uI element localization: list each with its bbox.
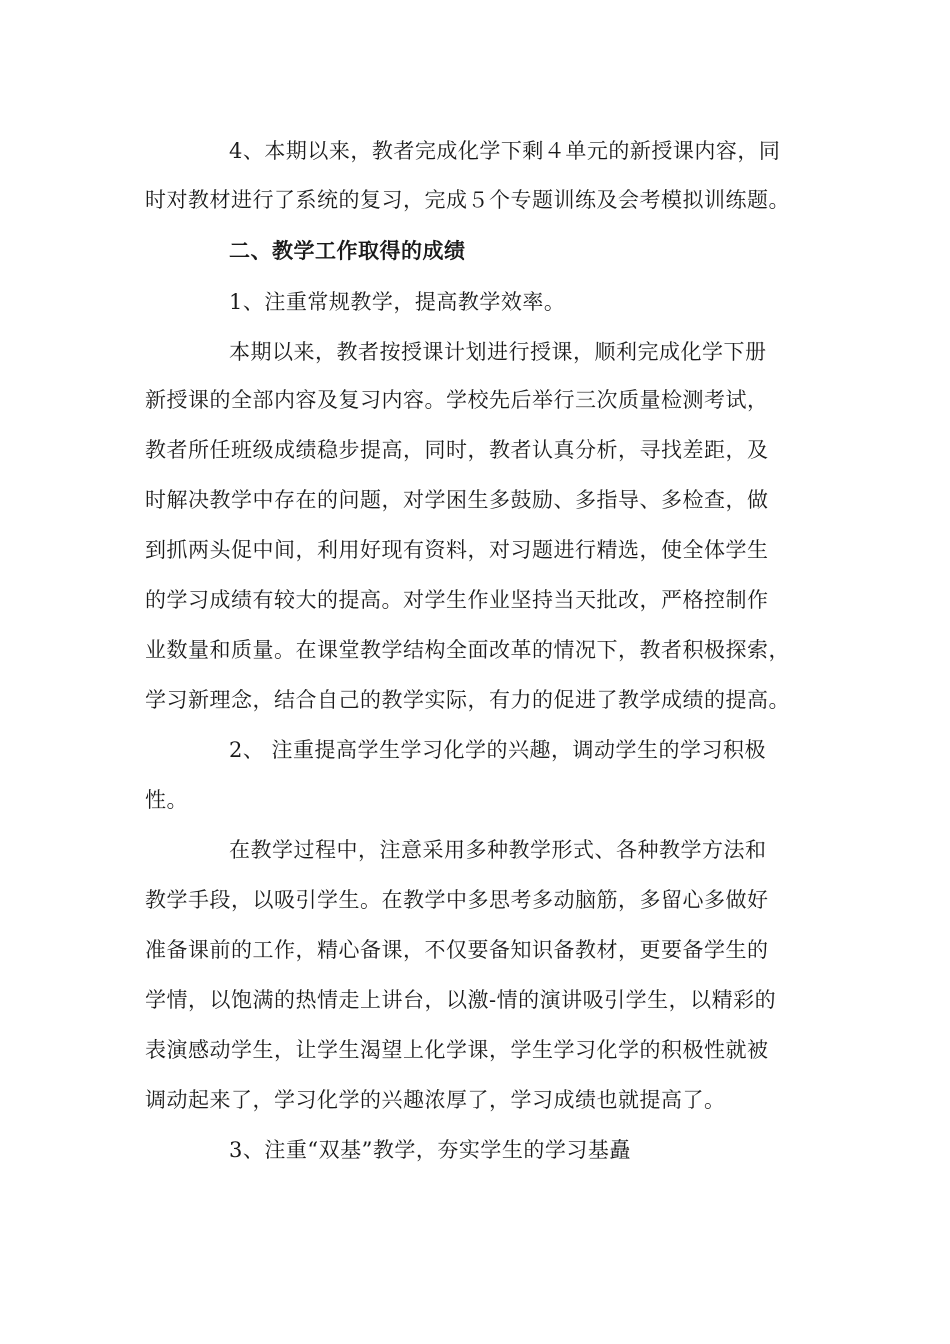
paragraph-line: 新授课的全部内容及复习内容。学校先后举行三次质量检测考试，	[145, 388, 769, 412]
paragraph-line: 学情，以饱满的热情走上讲台，以激-情的演讲吸引学生，以精彩的	[145, 988, 777, 1012]
paragraph-line: 时解决教学中存在的问题，对学困生多鼓励、多指导、多检查，做	[145, 488, 769, 512]
paragraph-line: 性。	[145, 788, 188, 812]
subsection-heading: 1、注重常规教学，提高教学效率。	[229, 290, 566, 314]
paragraph-line: 的学习成绩有较大的提高。对学生作业坚持当天批改，严格控制作	[145, 588, 769, 612]
paragraph-line: 教学手段，以吸引学生。在教学中多思考多动脑筋，多留心多做好	[145, 888, 769, 912]
paragraph-line: 时对教材进行了系统的复习，完成５个专题训练及会考模拟训练题。	[145, 188, 790, 212]
subsection-heading: 3、注重“双基”教学，夯实学生的学习基矗	[229, 1138, 631, 1162]
subsection-heading: 2、 注重提高学生学习化学的兴趣，调动学生的学习积极	[229, 738, 767, 762]
paragraph-line: 到抓两头促中间，利用好现有资料，对习题进行精选，使全体学生	[145, 538, 769, 562]
paragraph-line: 业数量和质量。在课堂教学结构全面改革的情况下，教者积极探索，	[145, 638, 790, 662]
paragraph-line: 调动起来了，学习化学的兴趣浓厚了，学习成绩也就提高了。	[145, 1088, 726, 1112]
paragraph-line: 教者所任班级成绩稳步提高，同时，教者认真分析，寻找差距，及	[145, 438, 769, 462]
paragraph-line: 准备课前的工作，精心备课，不仅要备知识备教材，更要备学生的	[145, 938, 769, 962]
paragraph-line: 表演感动学生，让学生渴望上化学课，学生学习化学的积极性就被	[145, 1038, 769, 1062]
section-heading: 二、教学工作取得的成绩	[229, 238, 466, 263]
paragraph-line: 学习新理念，结合自己的教学实际，有力的促进了教学成绩的提高。	[145, 688, 790, 712]
paragraph-line: 本期以来，教者按授课计划进行授课，顺利完成化学下册	[229, 340, 767, 364]
paragraph-line: 在教学过程中，注意采用多种教学形式、各种教学方法和	[229, 838, 767, 862]
paragraph-line: 4、本期以来，教者完成化学下剩４单元的新授课内容，同	[229, 139, 781, 163]
